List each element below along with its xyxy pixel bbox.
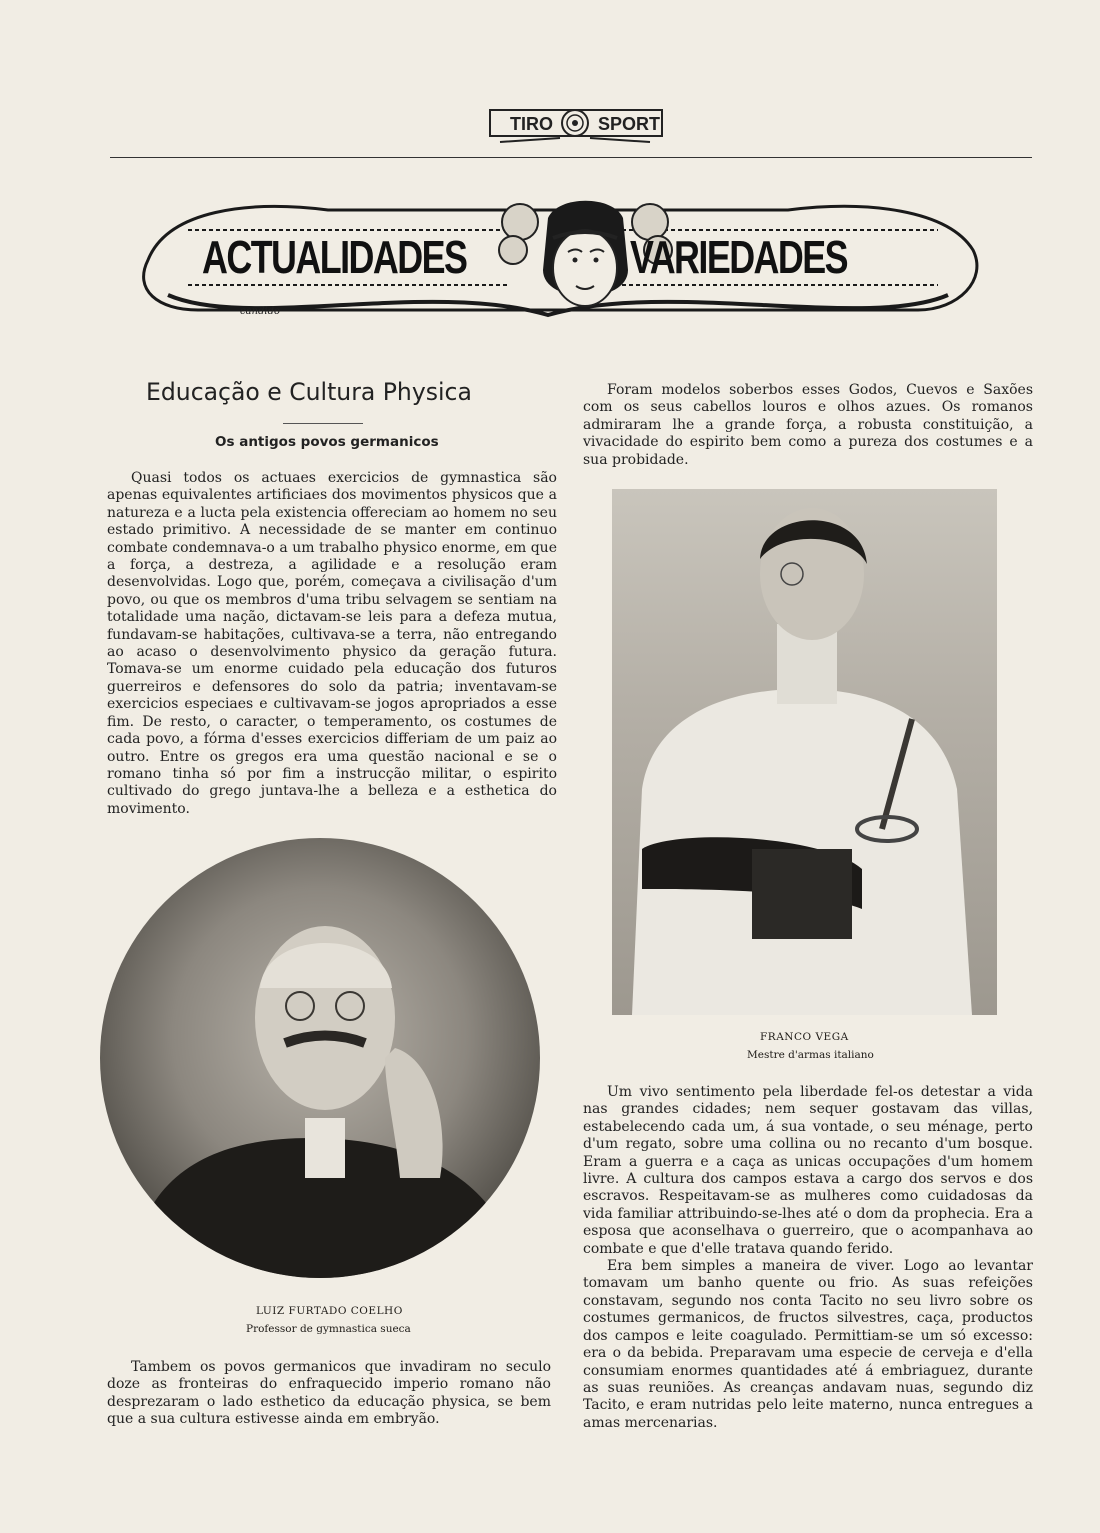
portrait-photo-coelho [100,838,540,1278]
right-paragraph-bottom [583,1084,1033,1432]
svg-text:SPORT: SPORT [598,114,661,134]
article-subtitle: Os antigos povos germanicos [215,434,439,450]
portrait-coelho-illustration [100,838,540,1278]
masthead-logo [480,104,670,150]
svg-text:TIRO: TIRO [510,114,553,134]
caption-vega-role: Mestre d'armas italiano [747,1049,874,1061]
banner-word-left: ACTUALIDADES [202,231,467,283]
caption-vega-name: FRANCO VEGA [760,1031,849,1043]
portrait-photo-vega [612,489,997,1015]
portrait-vega-illustration [612,489,997,1015]
banner-signature: candido [240,306,281,317]
banner-word-right: VARIEDADES [630,231,847,283]
right-paragraph-top [583,382,1033,469]
paragraph-text: Era bem simples a maneira de viver. Logo ao levantar tomavam um banho quente ou frio. As suas refeições constavam, segundo nos conta Tacito no seu livro sobre os costumes germanicos, de fructos silvestres, caça, productos dos campos e leite coagulado. Permittiam-se um só excesso: era o da bebida. Preparavam uma especie de cerveja e d'ella consumiam enormes quantidades até á embriaguez, durante as suas reuniões. As creanças andavam nuas, segundo diz Tacito, e eram nutridas pelo leite materno, nunca entregues a amas mercenarias. [583,1258,1033,1431]
caption-coelho-role: Professor de gymnastica sueca [246,1323,411,1335]
left-paragraph-2 [107,1359,551,1429]
title-rule [283,423,363,424]
left-paragraph-1 [107,470,557,818]
paragraph-text: Foram modelos soberbos esses Godos, Cuevos e Saxões com os seus cabellos louros e olhos azues. Os romanos admiraram lhe a grande força, a robusta constituição, a vivacidade do espirito bem como a pureza dos costumes e a sua probidade. [583,382,1033,468]
paragraph-text: Quasi todos os actuaes exercicios de gymnastica são apenas equivalentes artificiaes dos movimentos physicos que a natureza e a lucta pela existencia offereciam ao homem no seu estado primitivo. A necessidade de se manter em continuo combate condemnava-o a um trabalho physico enorme, em que a força, a destreza, a agilidade e a resolução eram desenvolvidas. Logo que, porém, começava a civilisação d'um povo, ou que os membros d'uma tribu selvagem se sentiam na totalidade uma nação, dictavam-se leis para a defeza mutua, fundavam-se habitações, cultivava-se a terra, não entregando ao acaso o desenvolvimento physico da geração futura. Tomava-se um enorme cuidado pela educação dos futuros guerreiros e defensores do solo da patria; inventavam-se exercicios especiaes e cultivavam-se jogos apropriados a esse fim. De resto, o caracter, o temperamento, os costumes de cada povo, a fórma d'esses exercicios differiam de um paiz ao outro. Entre os gregos era uma questão nacional e se o romano tinha só por fim a instrucção militar, o espirito cultivado do grego juntava-lhe a belleza e a esthetica do movimento. [107,470,557,817]
paragraph-text: Um vivo sentimento pela liberdade fel-os detestar a vida nas grandes cidades; nem sequer gostavam das villas, estabelecendo cada um, á sua vontade, o seu ménage, perto d'um regato, sobre uma collina ou no recanto d'um bosque. Eram a guerra e a caça as unicas occupações d'um homem livre. A cultura dos campos estava a cargo dos servos e dos escravos. Respeitavam-se as mulheres como cuidadosas da vida familiar attribuindo-se-lhes até o dom da prophecia. Era a esposa que aconselhava o guerreiro, que o acompanhava ao combate e que d'elle tratava quando ferido. [583,1084,1033,1257]
article-title: Educação e Cultura Physica [146,378,472,406]
masthead-rule [110,157,1032,158]
paragraph-text: Tambem os povos germanicos que invadiram no seculo doze as fronteiras do enfraquecido imperio romano não desprezaram o lado esthetico da educação physica, se bem que a sua cultura estivesse ainda em embryão. [107,1359,551,1428]
caption-coelho-name: LUIZ FURTADO COELHO [256,1305,403,1317]
